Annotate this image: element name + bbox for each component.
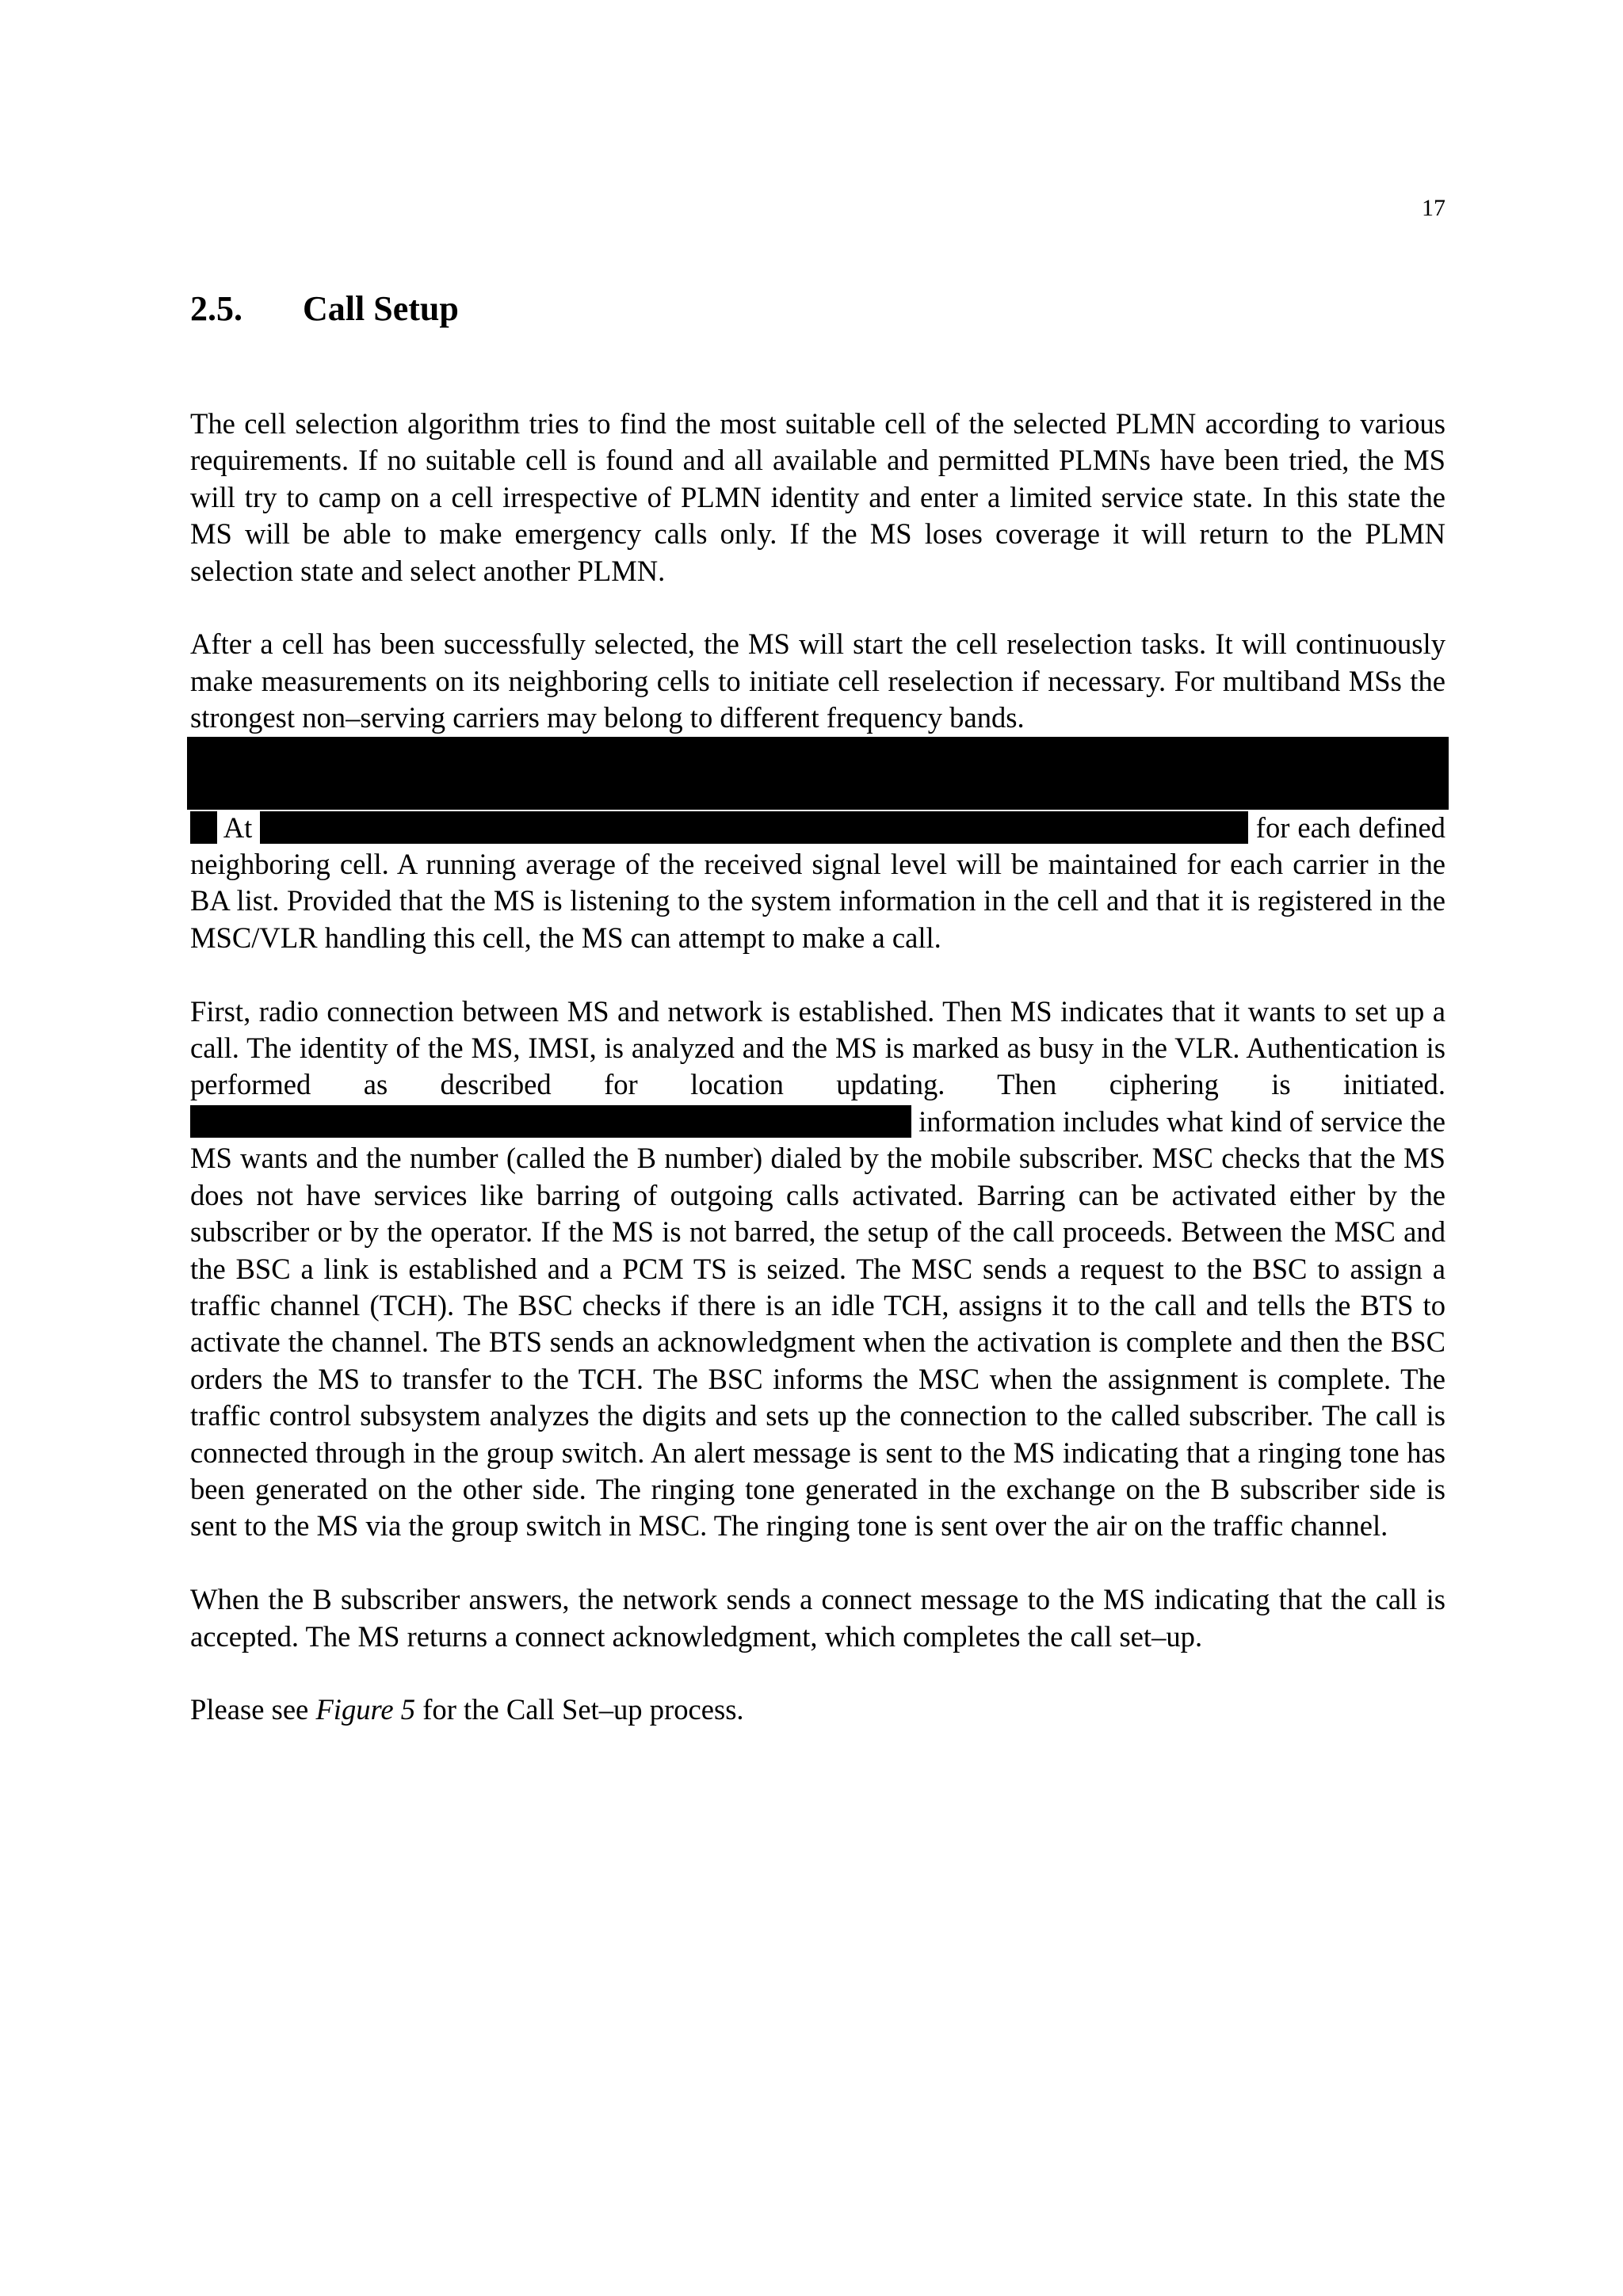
redaction-block (187, 737, 1449, 810)
paragraph-connect: When the B subscriber answers, the network sends a connect message to the MS indicating that the call is accepted. The MS returns a connect acknowledgment, which completes the call set–up. (190, 1583, 1445, 1653)
section-title: Call Setup (303, 289, 459, 328)
paragraph-text: Please see (190, 1693, 309, 1726)
paragraph-call-setup (190, 994, 1445, 1545)
body-text (190, 406, 1445, 1765)
paragraph-figure-reference (190, 1691, 1445, 1728)
paragraph-cell-reselection (190, 626, 1445, 956)
paragraph-text: After a cell has been successfully selected, the MS will start the cell reselection tasks. It will continuously make measurements on its neighboring cells to initiate cell reselection if necessary. For multiband MSs the strongest non–serving carriers may belong to different frequency bands. (190, 627, 1445, 734)
paragraph-text: information includes what kind of service the MS wants and the number (called the B number) dialed by the mobile subscriber. MSC checks that the MS does not have services like barring of outgoing calls activated. Barring can be activated either by the subscriber or by the operator. If the MS is not barred, the setup of the call proceeds. Between the MSC and the BSC a link is established and a PCM TS is seized. The MSC sends a request to the BSC to assign a traffic channel (TCH). The BSC checks if there is an idle TCH, assigns it to the call and tells the BTS to activate the channel. The BTS sends an acknowledgment when the activation is complete and then the BSC orders the MS to transfer to the TCH. The BSC informs the MSC when the assignment is complete. The traffic control subsystem analyzes the digits and sets up the connection to the called subscriber. The call is connected through in the group switch. An alert message is sent to the MS indicating that a ringing tone has been generated on the other side. The ringing tone generated in the exchange on the B subscriber side is sent to the MS via the group switch in MSC. The ringing tone is sent over the air on the traffic channel. (190, 1104, 1445, 1543)
paragraph-text: At (223, 810, 253, 844)
paragraph-text: for each defined neighboring cell. A running average of the received signal level will be maintained for each carrier in the BA list. Provided that the MS is listening to the system information in the cell and that it is registered in the MSC/VLR handling this cell, the MS can attempt to make a call. (190, 810, 1445, 954)
redaction-bar (190, 1105, 911, 1138)
redaction-bar: ​ (192, 810, 216, 844)
section-number: 2.5. (190, 289, 242, 328)
redaction-bar (260, 811, 1248, 844)
section-heading (190, 288, 459, 330)
figure-reference-link[interactable]: Figure 5 (315, 1693, 416, 1726)
page-number: 17 (1422, 195, 1445, 221)
paragraph-cell-selection: The cell selection algorithm tries to find the most suitable cell of the selected PLMN according to various requirements. If no suitable cell is found and all available and permitted PLMNs have been tried, the MS will try to camp on a cell irrespective of PLMN identity and enter a limited service state. In this state the MS will be able to make emergency calls only. If the MS loses coverage it will return to the PLMN selection state and select another PLMN. (190, 407, 1445, 587)
paragraph-text: First, radio connection between MS and network is established. Then MS indicates that it wants to set up a call. The identity of the MS, IMSI, is analyzed and the MS is marked as busy in the VLR. Authentication is performed as described for location updating. Then ciphering is initiated. (190, 994, 1445, 1101)
paragraph-text: for the Call Set–up process. (422, 1693, 744, 1726)
